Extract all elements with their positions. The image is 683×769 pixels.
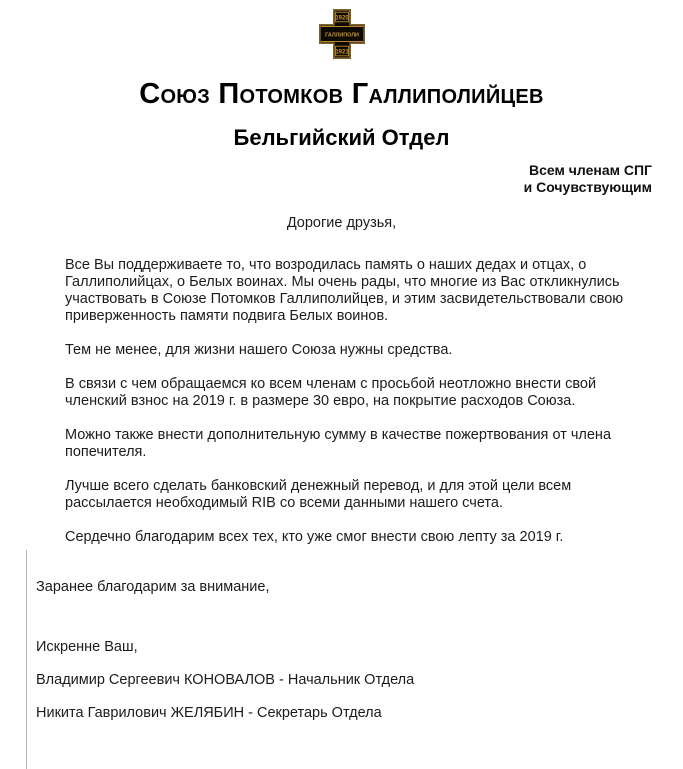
letter-body [65,257,628,546]
paragraph: Можно также внести дополнительную сумму в качестве пожертвования от члена попечителя. [65,427,612,460]
paragraph: Сердечно благодарим всех тех, кто уже смог внести свою лепту за 2019 г. [65,529,564,545]
paragraph: Лучше всего сделать банковский денежный перевод, и для этой цели всем рассылается необходимый RIB со всеми данными нашего счета. [65,478,572,511]
salutation: Дорогие друзья, [286,215,397,231]
dept-subtitle: Бельгийский Отдел [233,125,450,150]
signature-line: Владимир Сергеевич КОНОВАЛОВ - Начальник Отдела [36,672,415,688]
paragraph: В связи с чем обращаемся ко всем членам с просьбой неотложно внести свой членский взнос на 2019 г. в размере 30 евро, на покрытие расходов Союза. [65,376,597,409]
paragraph: Тем не менее, для жизни нашего Союза нужны средства. [65,342,453,358]
logo-name: ГАЛЛИПОЛИ [324,32,359,39]
gallipoli-cross-icon [319,9,365,59]
signature-line: Никита Гаврилович ЖЕЛЯБИН - Секретарь Отдела [36,705,382,721]
org-title: Союз Потомков Галлиполийцев [139,78,544,110]
logo-bottom-year: 1921 [334,49,349,56]
logo-container [0,0,683,59]
closing-block [36,579,628,722]
addressee-block [0,162,683,196]
addressee-line-2: и Сочувствующим [523,179,652,195]
left-rule [26,550,27,769]
logo-top-year: 1920 [334,15,349,22]
closing-thanks: Заранее благодарим за внимание, [36,579,270,595]
closing-sincerely: Искренне Ваш, [36,639,138,655]
paragraph: Все Вы поддерживаете то, что возродилась память о наших дедах и отцах, о Галлиполийцах, о Белых воинах. Мы очень рады, что многие из Вас откликнулись участвовать в Союзе Потомков Галлиполийцев, и этим засвидетельствовали свою приверженность памяти подвига Белых воинов. [65,257,624,324]
addressee-line-1: Всем членам СПГ [529,162,652,178]
